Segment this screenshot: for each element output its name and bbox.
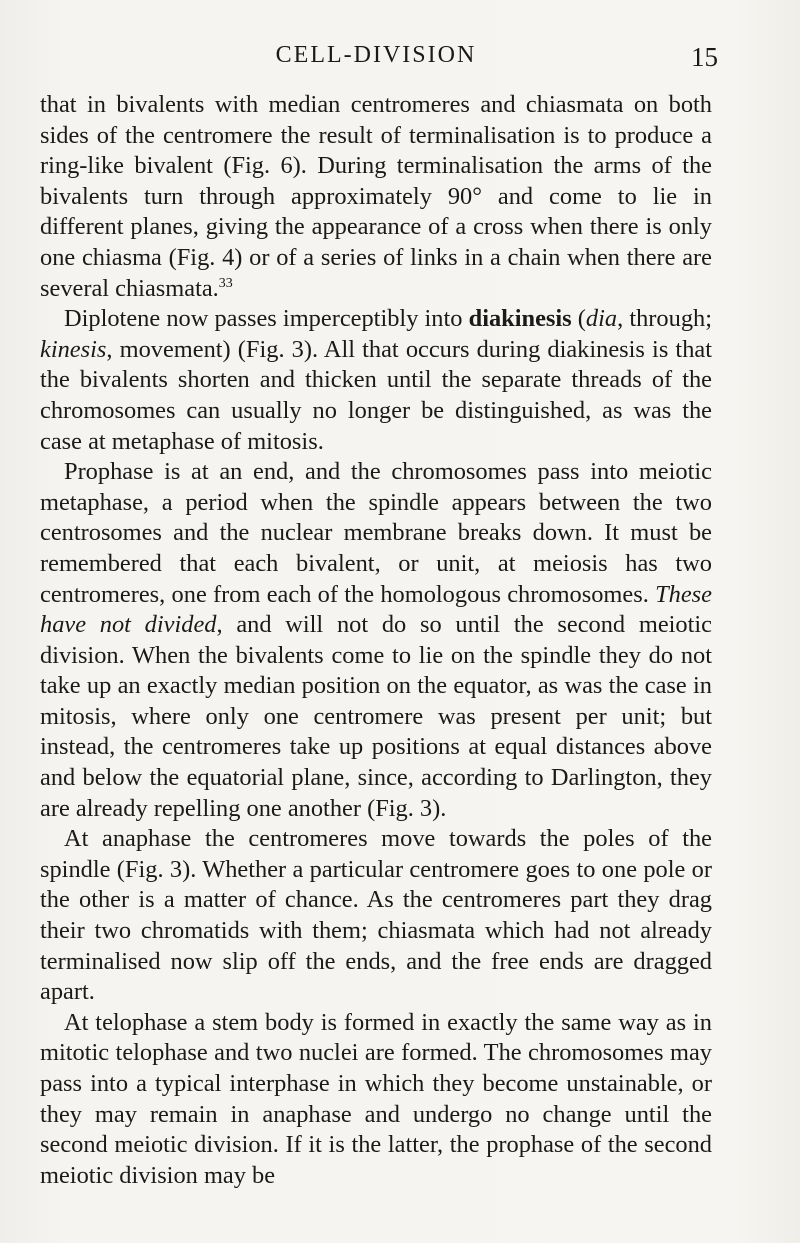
paragraph-4 — [40, 824, 712, 1008]
page-header — [40, 42, 718, 82]
term-kinesis: kinesis — [40, 335, 107, 363]
paragraph-3 — [40, 457, 712, 824]
paragraph-2 — [40, 304, 712, 457]
paragraph-3-text-b: , and will not do so until the second meiotic division. When the bivalents come to lie on the spindle they do not take up an exactly median position on the equator, as was the case in mitosis, where only one centromere was present per unit; but instead, the centromeres take up positions at equal distances above and below the equatorial plane, since, according to Darlington, they are already repelling one another (Fig. 3). — [40, 611, 713, 822]
paragraph-2-text-b: ( — [571, 305, 586, 333]
paragraph-2-text-d: , movement) (Fig. 3). All that occurs during diakinesis is that the bivalents shorten and thicken until the separate threads of the chromosomes can usually no longer be distinguished, as was the case at metaphase of mitosis. — [40, 335, 712, 455]
running-head: CELL-DIVISION — [275, 42, 477, 68]
paragraph-1 — [40, 90, 712, 304]
paragraph-1-text: that in bivalents with median centromeres and chiasmata on both sides of the centromere the result of terminalisation is to produce a ring-like bivalent (Fig. 6). During terminalisation the arms of the bivalents turn through approximately 90° and come to lie in different planes, giving the appearance of a cross when there is only one chiasma (Fig. 4) or of a series of links in a chain when there are several chiasmata. — [40, 91, 712, 302]
term-diakinesis: diakinesis — [468, 305, 572, 333]
paragraph-2-text-c: , through; — [617, 305, 712, 333]
paragraph-3-text-a: Prophase is at an end, and the chromosomes pass into meiotic metaphase, a period when the spindle appears between the two centrosomes and the nuclear membrane breaks down. It must be remembered that each bivalent, or unit, at meiosis has two centromeres, one from each of the homologous chromosomes. — [40, 458, 712, 608]
paragraph-5-text: At telophase a stem body is formed in exactly the same way as in mitotic telophase and two nuclei are formed. The chromosomes may pass into a typical interphase in which they become unstainable, or they may remain in anaphase and undergo no change until the second meiotic division. If it is the latter, the prophase of the second meiotic division may be — [40, 1008, 712, 1189]
emphasis-not-divided: These have not divided — [40, 580, 712, 639]
body-text — [40, 90, 712, 1191]
term-dia: dia — [585, 305, 618, 333]
footnote-ref-33: 33 — [218, 275, 233, 291]
page-number: 15 — [691, 42, 718, 72]
paragraph-5 — [40, 1008, 712, 1192]
paragraph-4-text: At anaphase the centromeres move towards the poles of the spindle (Fig. 3). Whether a particular centromere goes to one pole or the other is a matter of chance. As the centromeres part they drag their two chromatids with them; chiasmata which had not already terminalised now slip off the ends, and the free ends are dragged apart. — [40, 825, 712, 1006]
paragraph-2-text-a: Diplotene now passes imperceptibly into — [64, 305, 469, 333]
